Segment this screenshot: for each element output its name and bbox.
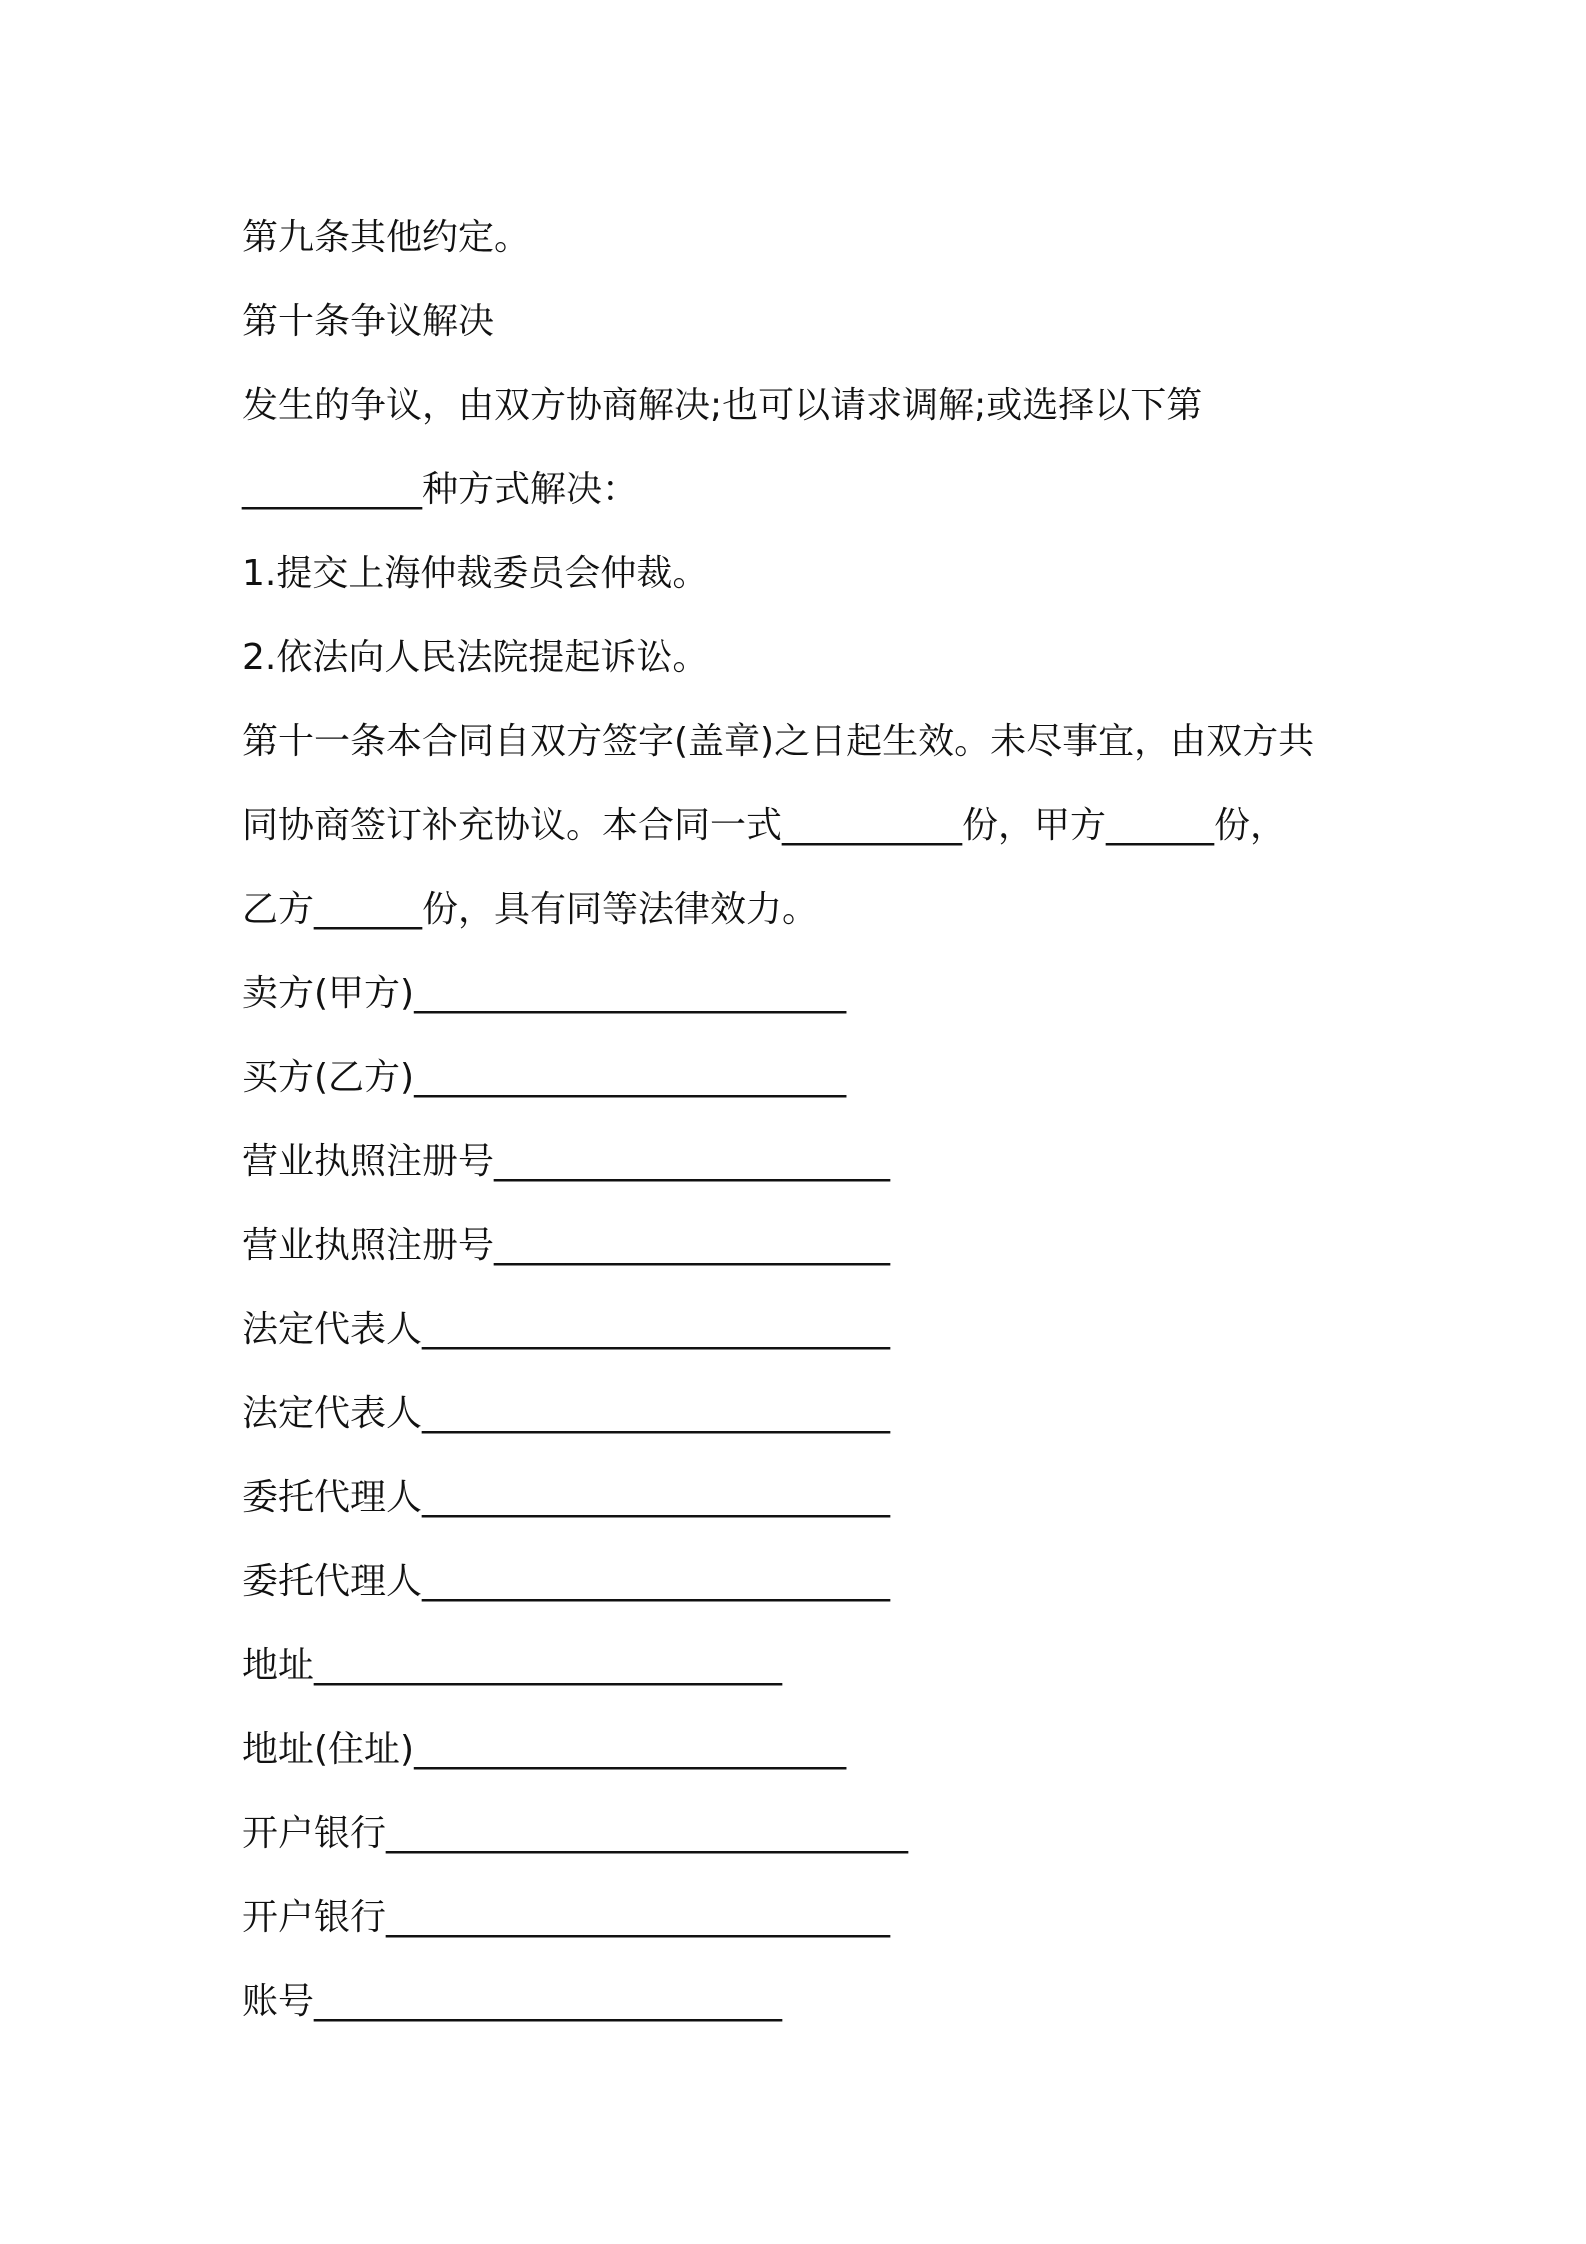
legal-representative-field-buyer: 法定代表人__________________________ [242,1393,891,1434]
bank-field-seller: 开户银行_____________________________ [242,1813,909,1854]
clause-11-text-line-2: 同协商签订补充协议。本合同一式__________份，甲方______份， [242,805,1287,846]
dispute-option-1: 1.提交上海仲裁委员会仲裁。 [242,553,709,594]
bank-field-buyer: 开户银行____________________________ [242,1897,891,1938]
authorized-agent-field-buyer: 委托代理人__________________________ [242,1561,891,1602]
business-license-field-buyer: 营业执照注册号______________________ [242,1225,891,1266]
clause-10-heading: 第十条争议解决 [242,301,495,342]
address-field-buyer: 地址(住址)________________________ [242,1729,847,1770]
clause-11-text-line-1: 第十一条本合同自双方签字(盖章)之日起生效。未尽事宜，由双方共 [242,721,1315,762]
clause-10-text-line-2: __________种方式解决： [242,469,639,510]
authorized-agent-field-seller: 委托代理人__________________________ [242,1477,891,1518]
seller-field: 卖方(甲方)________________________ [242,973,847,1014]
document-page [242,196,1372,2044]
buyer-field: 买方(乙方)________________________ [242,1057,847,1098]
clause-9-heading: 第九条其他约定。 [242,217,531,258]
business-license-field-seller: 营业执照注册号______________________ [242,1141,891,1182]
dispute-option-2: 2.依法向人民法院提起诉讼。 [242,637,709,678]
address-field-seller: 地址__________________________ [242,1645,782,1686]
account-number-field: 账号__________________________ [242,1981,782,2022]
clause-11-text-line-3: 乙方______份，具有同等法律效力。 [242,889,819,930]
legal-representative-field-seller: 法定代表人__________________________ [242,1309,891,1350]
clause-10-text-line-1: 发生的争议，由双方协商解决;也可以请求调解;或选择以下第 [242,385,1203,426]
